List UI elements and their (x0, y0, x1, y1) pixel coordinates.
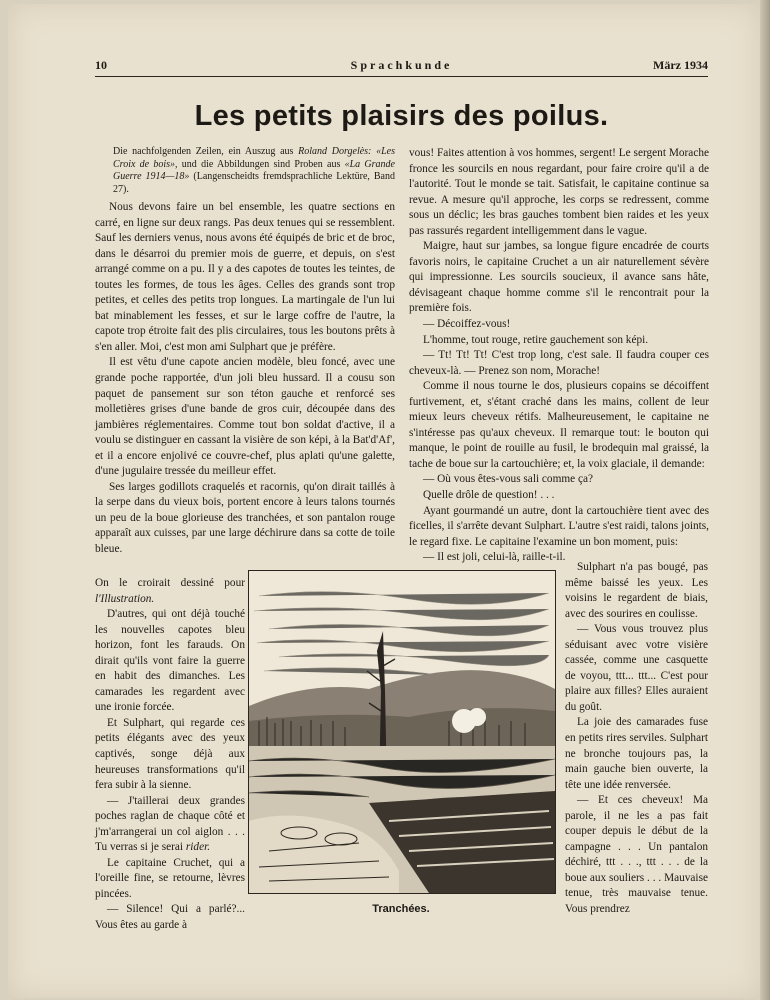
intro-note: Die nachfolgenden Zeilen, ein Auszug aus Roland Dorgelès: «Les Croix de bois», und die Abbildungen sind Proben aus «La Grande Guerre 1914—18» (Langenscheidts fremdsprachliche Lektüre, Band 27). (113, 146, 396, 195)
paragraph: D'autres, qui ont déjà touché les nouvelles capotes bleu horizon, font les farauds. On dirait qu'ils vont faire la guerre en habit des dimanches. Les camarades les regardent avec une ironie forcée. (95, 608, 245, 714)
paragraph: — J'taillerai deux grandes poches raglan de chaque côté et j'm'arrangerai un col aiglon . . . Tu verras si je serai rider. (95, 794, 245, 854)
paragraph: Ses larges godillots craquelés et racornis, qu'on dirait taillés à la serpe dans du vieux bois, portent encore à leurs talons tournés un peu de la boue glorieuse des tranchées, et son pantalon rouge apparaît aux cuisses, par une large déchirure dans sa cotte de toile bleue. (95, 480, 395, 556)
paragraph: Ayant gourmandé un autre, dont la cartouchière tient avec des ficelles, il s'arrête devant Sulphart. L'autre s'est raidi, talons joints, le regard fixe. Le capitaine l'examine un bon moment, puis: (409, 504, 709, 548)
trench-illustration (248, 570, 556, 894)
paragraph: — Tt! Tt! Tt! C'est trop long, c'est sale. Il faudra couper ces cheveux-là. — Prenez son nom, Morache! (409, 349, 709, 377)
page-edge (760, 0, 770, 1000)
narrow-right-column (565, 560, 708, 918)
paragraph: — Silence! Qui a parlé?... Vous êtes au garde à (95, 903, 245, 932)
narrow-left-column (95, 576, 245, 934)
left-column (95, 146, 395, 558)
paragraph: L'homme, tout rouge, retire gauchement son képi. (423, 333, 649, 346)
paragraph: — Vous vous trouvez plus séduisant avec votre visière cassée, comme une casquette de voyou, ttt... ttt... C'est pour plaire aux filles? Elles auraient du goût. (565, 623, 708, 713)
paragraph: Quelle drôle de question! . . . (423, 489, 555, 502)
right-column (409, 146, 709, 566)
paragraph: vous! Faites attention à vos hommes, sergent! Le sergent Morache fronce les sourcils en nous regardant, pour faire croire qu'il a de l'autorité. Tout le monde se tait. Satisfait, le capitaine continue sa revue. A mesure qu'il approche, les corps se redressent, comme sous un déclic; les bras gauches tombent bien raides et les yeux pas rassurés regardent intelligemment dans le vague. (409, 147, 709, 237)
paragraph: Sulphart n'a pas bougé, pas même baissé les yeux. Les voisins le regardent de biais, avec des sourires en coulisse. (565, 561, 708, 620)
paragraph: Comme il nous tourne le dos, plusieurs copains se décoiffent furtivement, et, s'étant craché dans les mains, collent de leur mieux leurs cheveux rétifs. Malheureusement, le capitaine ne s'intéresse pas qu'aux cheveux. Il remarque tout: le bouton qui manque, le point de rouille au fusil, le brodequin mal graissé, la tache de boue sur la cartouchière; et, la voix glaciale, il demande: (409, 380, 709, 470)
paragraph: Maigre, haut sur jambes, sa longue figure encadrée de courts favoris noirs, le capitaine Cruchet a un air naturellement sévère qui impressionne. Les sourcils soucieux, il avance sans hâte, dévisageant chaque homme comme s'il le rencontrait pour la première fois. (409, 240, 709, 315)
running-header (95, 58, 708, 78)
paragraph: Le capitaine Cruchet, qui a l'oreille fine, se retourne, lèvres pincées. (95, 856, 245, 900)
paragraph: — Décoiffez-vous! (423, 318, 511, 331)
journal-name: Sprachkunde (350, 58, 453, 72)
issue-date: März 1934 (653, 58, 708, 72)
header-rule (95, 76, 708, 77)
figure-caption: Tranchées. (372, 903, 430, 915)
paragraph: On le croirait dessiné pour l'Illustration. (95, 577, 245, 605)
trench-drawing (249, 571, 555, 893)
paragraph: — Où vous êtes-vous sali comme ça? (423, 473, 594, 486)
paragraph: Nous devons faire un bel ensemble, les quatre sections en carré, en ligne sur deux rangs. Pas deux tenues qui se ressemblent. Sauf les derniers venus, nous avons été équipés de bric et de broc, dans le désarroi du premier mois de guerre, et depuis, on s'est arrangé comme on a pu. Il y a des capotes de toutes les teintes, de toutes les formes, de tous les âges. Celles des grands sont trop petites, et celles des petits trop longues. La martingale de l'un lui bat minablement les fesses, et sur le large coffre de l'autre, la capote trop étroite fait des plis circulaires, tous les boutons prêts à s'en aller. Moi, c'est mon ami Sulphart que je préfère. (95, 201, 395, 353)
article-title: Les petits plaisirs des poilus. (194, 100, 609, 132)
paragraph: Et Sulphart, qui regarde ces petits élégants avec des yeux captivés, songe déjà aux heureuses transformations qu'il fera subir à la sienne. (95, 716, 245, 792)
paragraph: — Il est joli, celui-là, raille-t-il. (423, 551, 566, 564)
page-number: 10 (95, 58, 107, 72)
paragraph: Il est vêtu d'une capote ancien modèle, bleu foncé, avec une grande poche rapportée, d'un joli bleu hussard. Il a cousu son paquet de pansement sur son téton gauche et renforcé ses molletières grises d'une bande de gros cuir, découpée dans des jambières réglementaires. Comme tout bon soldat d'active, il a voulu se distinguer en cassant la visière de son képi, à la Bat'd'Af', et il a encore enjolivé ce couvre-chef, plus aplati qu'une galette, d'une jugulaire tressée du meilleur effet. (95, 356, 395, 478)
paragraph: — Et ces cheveux! Ma parole, il ne les a pas fait couper depuis le début de la campagne . . . Un pantalon déchiré, ttt . . ., ttt . . . de la boue aux souliers . . . Mauvaise tenue, très mauvaise tenue. Vous prendrez (565, 794, 708, 916)
paragraph: La joie des camarades fuse en petits rires serviles. Sulphart ne bronche toujours pas, la main gauche bien ouverte, la tête une idée renversée. (565, 716, 708, 791)
